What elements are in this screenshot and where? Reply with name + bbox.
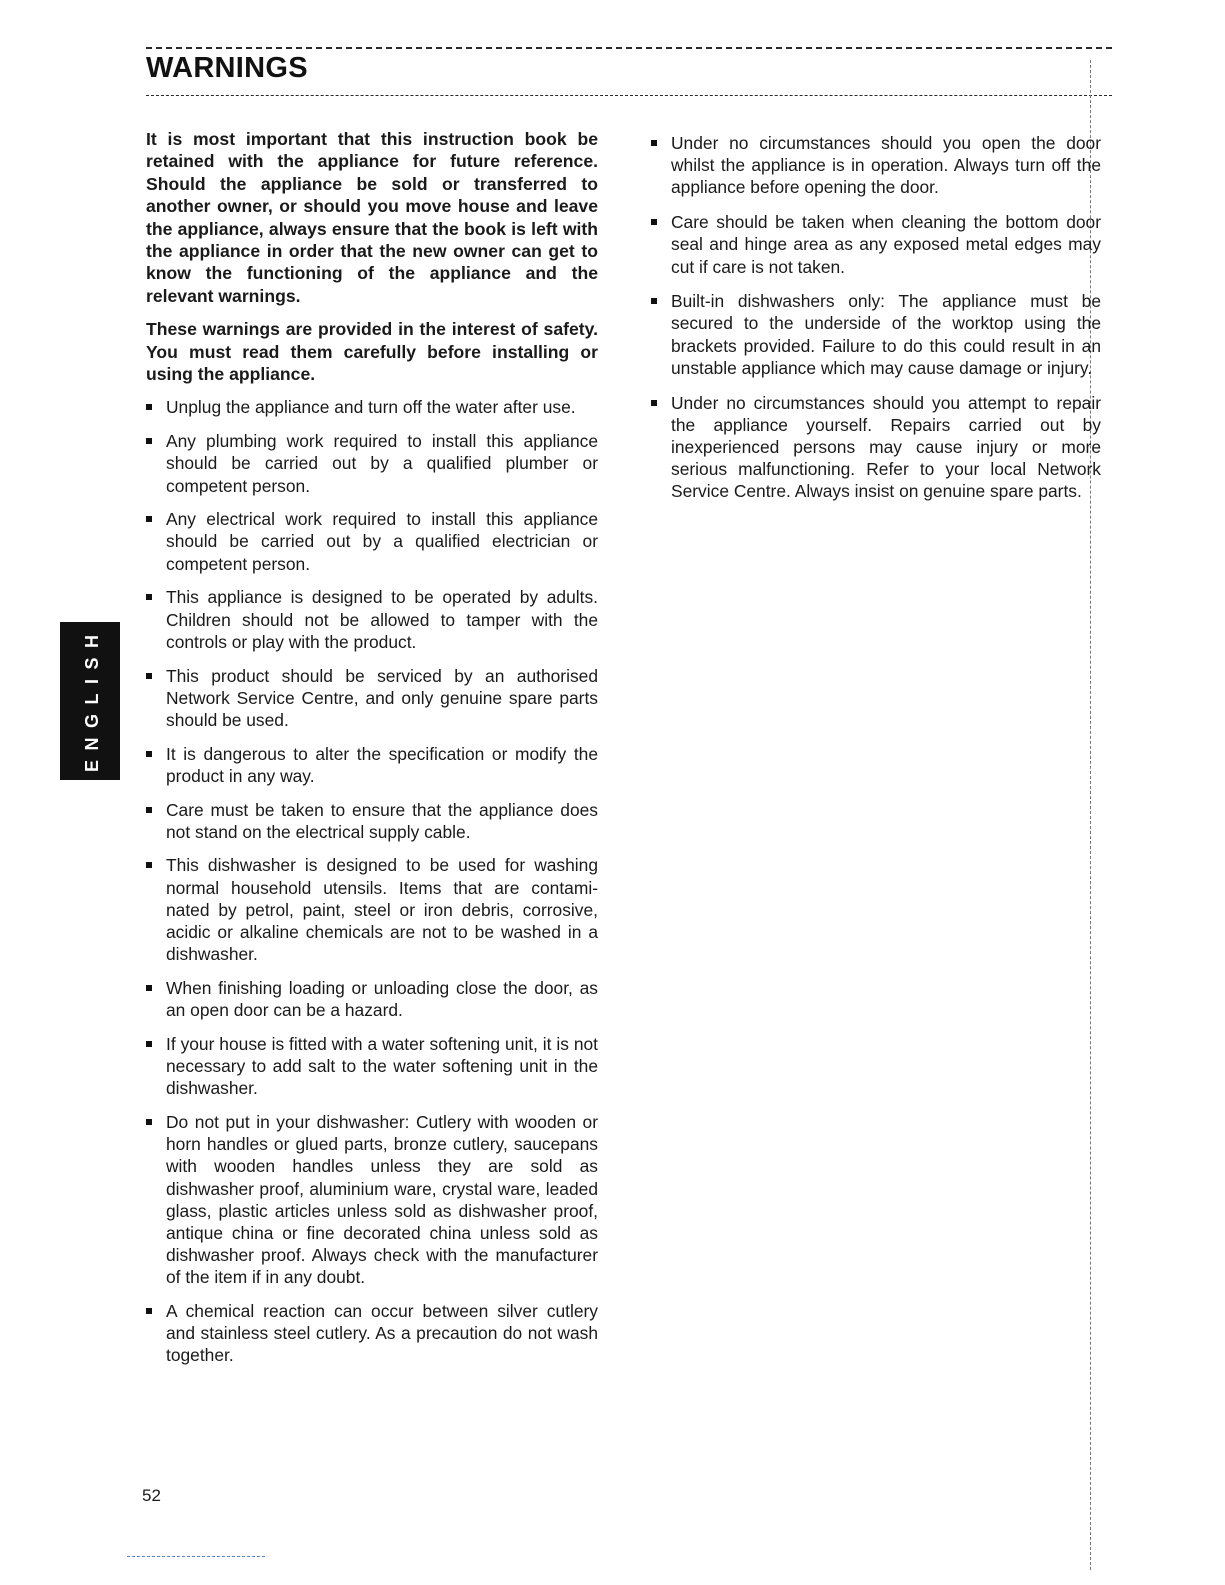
bullet-square-icon <box>651 140 657 146</box>
list-item: This appliance is designed to be operated by adults. Children should not be allowed to tamper with the controls or play with the product. <box>146 586 598 653</box>
right-warning-list <box>651 132 1101 503</box>
list-item: Unplug the appliance and turn off the water after use. <box>146 396 598 418</box>
heading-underline <box>146 95 1112 96</box>
bullet-square-icon <box>651 400 657 406</box>
bullet-square-icon <box>146 862 152 868</box>
list-item: A chemical reaction can occur between silver cutlery and stainless steel cutlery. As a precaution do not wash together. <box>146 1300 598 1367</box>
bullet-square-icon <box>146 751 152 757</box>
language-tab <box>60 622 120 780</box>
bullet-square-icon <box>146 1119 152 1125</box>
left-column <box>146 128 598 1378</box>
safety-paragraph: These warnings are provided in the interest of safety. You must read them carefully before installing or using the appliance. <box>146 319 598 385</box>
language-tab-text: ENGLISH <box>82 625 102 772</box>
list-item: Do not put in your dishwasher: Cutlery with wooden or horn handles or glued parts, bronze cutlery, saucepans with wooden handles unless they are sold as dishwasher proof, aluminium ware, crystal ware, leaded glass, plastic articles unless sold as dishwasher proof, antique china or fine decorated china unless sold as dishwasher proof. Always check with the manufacturer of the item if in any doubt. <box>146 1111 598 1289</box>
list-item: Care should be taken when cleaning the bottom door seal and hinge area as any exposed metal edges may cut if care is not taken. <box>651 211 1101 278</box>
list-item: This product should be serviced by an authorised Network Service Centre, and only genuine spare parts should be used. <box>146 665 598 732</box>
bullet-square-icon <box>146 594 152 600</box>
list-item: This dishwasher is designed to be used for washing normal household utensils. Items that are contami-nated by petrol, paint, steel or iron debris, corrosive, acidic or alkaline chemicals are not to be washed in a dishwasher. <box>146 854 598 965</box>
list-item: Built-in dishwashers only: The appliance must be secured to the underside of the worktop using the brackets provided. Failure to do this could result in an unstable appliance which may cause damage or injury. <box>651 290 1101 379</box>
list-item: Any electrical work required to install this appliance should be carried out by a qualified electrician or competent person. <box>146 508 598 575</box>
bullet-square-icon <box>146 985 152 991</box>
list-item: Under no circumstances should you attempt to repair the appliance yourself. Repairs carried out by inexperienced persons may cause injury or more serious malfunctioning. Refer to your local Network Service Centre. Always insist on genuine spare parts. <box>651 392 1101 503</box>
bullet-square-icon <box>146 404 152 410</box>
language-tab-label-wrapper <box>60 622 120 780</box>
left-warning-list <box>146 396 598 1366</box>
bullet-square-icon <box>146 516 152 522</box>
bottom-blue-line <box>127 1556 265 1557</box>
bullet-square-icon <box>146 1041 152 1047</box>
page-number: 52 <box>142 1486 161 1505</box>
bullet-square-icon <box>146 1308 152 1314</box>
bullet-square-icon <box>146 673 152 679</box>
bullet-square-icon <box>651 298 657 304</box>
list-item: If your house is fitted with a water softening unit, it is not necessary to add salt to the water softening unit in the dishwasher. <box>146 1033 598 1100</box>
list-item: Under no circumstances should you open the door whilst the appliance is in operation. Always turn off the appliance before opening the door. <box>651 132 1101 199</box>
bullet-square-icon <box>146 807 152 813</box>
list-item: Any plumbing work required to install this appliance should be carried out by a qualified plumber or competent person. <box>146 430 598 497</box>
list-item: Care must be taken to ensure that the appliance does not stand on the electrical supply cable. <box>146 799 598 843</box>
top-rule <box>146 47 1112 49</box>
page-title: WARNINGS <box>146 52 308 84</box>
bullet-square-icon <box>651 219 657 225</box>
right-column <box>651 132 1101 515</box>
bullet-square-icon <box>146 438 152 444</box>
list-item: It is dangerous to alter the specification or modify the product in any way. <box>146 743 598 787</box>
list-item: When finishing loading or unloading close the door, as an open door can be a hazard. <box>146 977 598 1021</box>
intro-paragraph: It is most important that this instruction book be retained with the appliance for future reference. Should the appliance be sold or transferred to another owner, or should you move house and leave the appliance, always ensure that the book is left with the appliance in order that the new owner can get to know the functioning of the appliance and the relevant warnings. <box>146 129 598 306</box>
language-tab-label <box>60 622 120 780</box>
